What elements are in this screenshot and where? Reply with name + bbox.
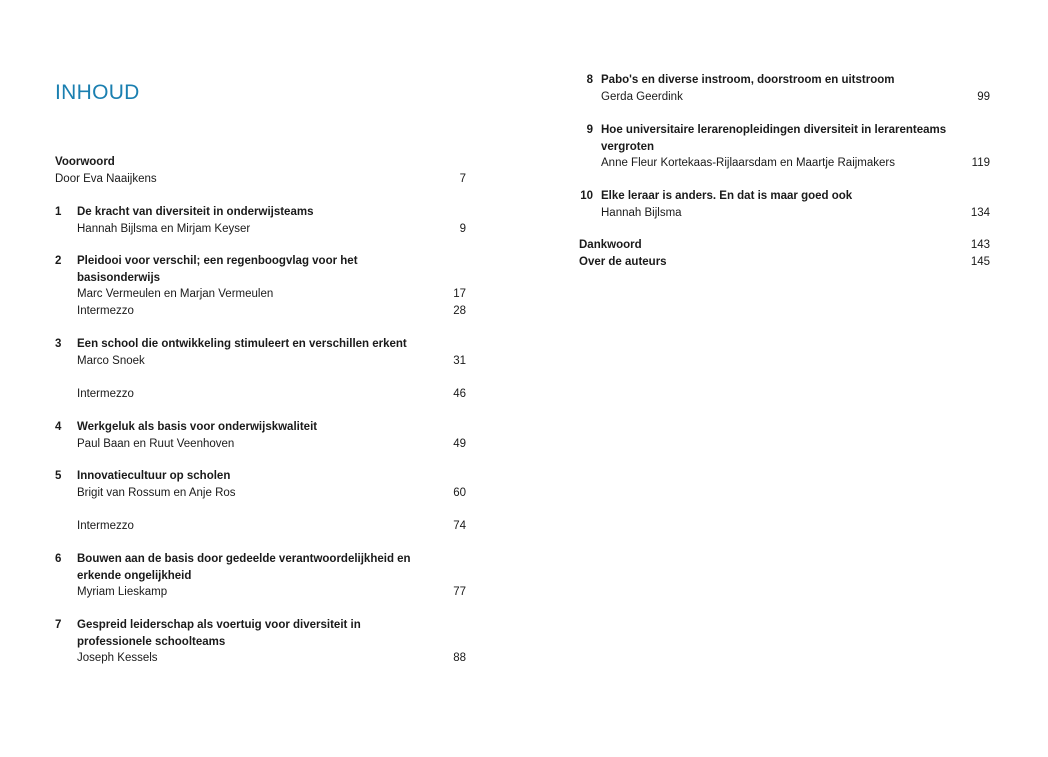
toc-page-number: 99 [977,90,990,103]
chapter-title: Werkgeluk als basis voor onderwijskwaliteit [77,421,318,433]
chapter-number: 8 [586,74,593,86]
chapter-title: Elke leraar is anders. En dat is maar goed ook [601,190,853,202]
toc-entry [55,303,466,320]
toc-page-number: 145 [970,256,990,268]
toc-entry-heading [55,617,466,650]
chapter-number: 5 [55,470,62,482]
chapter-number: 3 [55,338,62,350]
chapter-author: Marc Vermeulen en Marjan Vermeulen [77,288,274,301]
intermezzo-line [55,518,466,535]
author-line [55,485,466,502]
toc-entry [55,386,466,403]
toc-entry [55,419,466,452]
toc-page-number: 17 [453,288,466,301]
toc-page-number: 60 [453,486,466,499]
chapter-title: Pleidooi voor verschil; een regenboogvlag voor het basisonderwijs [77,255,358,284]
chapter-author: Myriam Lieskamp [77,586,168,599]
toc-page-number: 77 [453,586,466,599]
toc-page-number: 88 [453,652,466,665]
toc-page-number: 9 [459,222,466,235]
author-line [579,155,990,172]
author-line [55,171,466,188]
chapter-number: 10 [580,190,593,202]
toc-entry [55,204,466,237]
author-line [55,584,466,601]
toc-page-number: 49 [453,437,466,450]
chapter-title: Hoe universitaire lerarenopleidingen diversiteit in lerarenteams vergroten [601,124,947,153]
chapter-author: Joseph Kessels [77,652,158,665]
chapter-author: Hannah Bijlsma [601,206,682,219]
chapter-number: 1 [55,206,62,218]
toc-entry [55,551,466,601]
toc-entry-line [579,254,990,271]
toc-entry [55,154,466,187]
toc-page-number: 31 [453,354,466,367]
chapter-number: 7 [55,619,62,631]
toc-entry [55,468,466,501]
toc-entry [579,72,990,105]
toc-entry [579,188,990,221]
page-title: INHOUD [55,81,140,104]
chapter-author: Hannah Bijlsma en Mirjam Keyser [77,222,251,235]
toc-page-number: 28 [453,305,466,317]
toc-entry-heading [55,551,466,584]
chapter-title: Bouwen aan de basis door gedeelde verantwoordelijkheid en erkende ongelijkheid [77,553,411,582]
chapter-number: 2 [55,255,62,267]
toc-entry-heading [579,72,990,89]
toc-page-number: 46 [453,388,466,400]
intermezzo-label: Intermezzo [77,520,134,532]
toc-entry-line [579,237,990,254]
chapter-title: De kracht van diversiteit in onderwijsteams [77,206,314,218]
chapter-title: Pabo's en diverse instroom, doorstroom en uitstroom [601,74,895,86]
chapter-author: Anne Fleur Kortekaas-Rijlaarsdam en Maartje Raijmakers [601,157,896,170]
toc-entry-heading [579,122,990,155]
chapter-title: Innovatiecultuur op scholen [77,470,231,482]
toc-entry [55,617,466,667]
toc-entry-heading [55,336,466,353]
toc-entry-heading [55,204,466,221]
intermezzo-line [55,303,466,320]
toc-entry-heading [55,468,466,485]
chapter-author: Marco Snoek [77,354,145,367]
chapter-number: 6 [55,553,62,565]
toc-entry-title: Voorwoord [55,156,115,168]
author-line [579,205,990,222]
chapter-author: Brigit van Rossum en Anje Ros [77,486,236,499]
chapter-title: Een school die ontwikkeling stimuleert en verschillen erkent [77,338,407,350]
toc-entry-heading [55,419,466,436]
author-line [55,221,466,238]
toc-entry [579,237,990,254]
toc-entry-title: Dankwoord [579,239,642,251]
toc-entry [55,336,466,369]
toc-page-number: 134 [970,206,990,219]
intermezzo-label: Intermezzo [77,388,134,400]
toc-page-number: 143 [970,239,990,251]
toc-entry-heading [579,188,990,205]
chapter-author: Door Eva Naaijkens [55,172,157,185]
toc-page-number: 7 [459,172,466,185]
chapter-number: 4 [55,421,62,433]
author-line [55,436,466,453]
author-line [579,89,990,106]
chapter-author: Gerda Geerdink [601,90,683,103]
toc-page-number: 74 [453,520,466,532]
toc-entry [55,518,466,535]
chapter-author: Paul Baan en Ruut Veenhoven [77,437,235,450]
toc-entry [55,253,466,303]
intermezzo-line [55,386,466,403]
toc-entry-heading [55,253,466,286]
toc-entry-title: Over de auteurs [579,256,667,268]
toc-entry [579,122,990,172]
author-line [55,286,466,303]
chapter-number: 9 [586,124,593,136]
author-line [55,650,466,667]
toc-entry [579,254,990,271]
toc-page-number: 119 [971,157,990,170]
chapter-title: Gespreid leiderschap als voertuig voor diversiteit in professionele schoolteams [77,619,361,648]
intermezzo-label: Intermezzo [77,305,134,317]
author-line [55,353,466,370]
